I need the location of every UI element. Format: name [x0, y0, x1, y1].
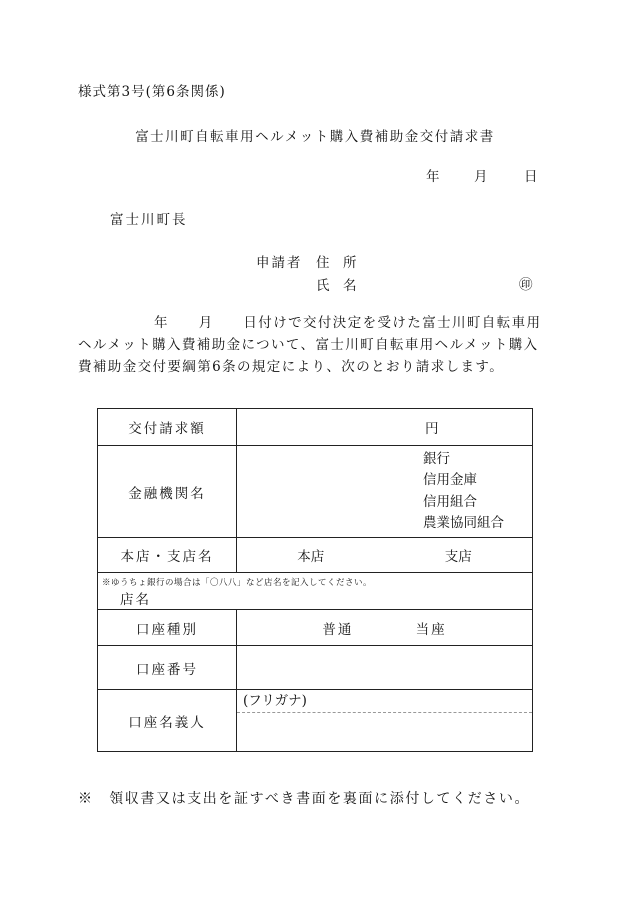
body-line-1: 年 月 日付けで交付決定を受けた富士川町自転車用 [154, 315, 542, 331]
branch-field[interactable] [237, 538, 533, 573]
branch-label: 本店・支店名 [98, 538, 237, 573]
account-holder-field[interactable] [237, 690, 533, 752]
bank-label: 金融機関名 [98, 446, 237, 538]
bank-option-shinkumi: 信用組合 [423, 493, 477, 510]
furigana-label: (フリガナ) [237, 690, 532, 713]
body-line-3: 費補助金交付要綱第6条の規定により、次のとおり請求します。 [78, 359, 505, 375]
date-month: 月 [474, 169, 488, 185]
request-table [97, 408, 533, 752]
branch-head: 本店 [297, 549, 325, 565]
shop-name-label: 店名 [120, 592, 151, 608]
bank-option-bank: 銀行 [423, 450, 450, 467]
account-number-field[interactable] [237, 646, 533, 690]
amount-unit: 円 [425, 421, 439, 437]
name-label: 氏 名 [316, 278, 357, 294]
amount-field[interactable] [237, 409, 533, 446]
address-label: 住 所 [316, 255, 357, 271]
account-holder-label: 口座名義人 [98, 690, 237, 752]
document-title: 富士川町自転車用ヘルメット購入費補助金交付請求書 [135, 129, 495, 145]
footer-note: ※ 領収書又は支出を証すべき書面を裏面に添付してください。 [78, 791, 531, 807]
date-year: 年 [426, 169, 440, 185]
account-number-label: 口座番号 [98, 646, 237, 690]
body-line-2: ヘルメット購入費補助金について、富士川町自転車用ヘルメット購入 [78, 337, 539, 353]
date-day: 日 [524, 169, 538, 185]
date-line [426, 165, 538, 185]
account-type-ordinary[interactable]: 普通 [322, 621, 354, 638]
bank-option-ja: 農業協同組合 [423, 515, 504, 531]
branch-sub: 支店 [444, 549, 472, 565]
applicant-role: 申請者 [256, 255, 303, 271]
bank-option-shinkin: 信用金庫 [423, 472, 477, 488]
addressee: 富士川町長 [110, 212, 188, 228]
form-number-label: 様式第3号(第6条関係) [78, 84, 226, 100]
account-type-current[interactable]: 当座 [415, 621, 447, 638]
body-paragraph [78, 312, 553, 378]
account-type-field[interactable] [237, 610, 533, 646]
amount-label: 交付請求額 [98, 409, 237, 446]
seal-mark: ㊞ [519, 277, 533, 293]
yucho-field[interactable] [98, 573, 533, 610]
bank-field[interactable] [237, 446, 533, 538]
account-type-label: 口座種別 [98, 610, 237, 646]
yucho-note: ※ゆうちょ銀行の場合は「〇八八」など店名を記入してください。 [102, 578, 373, 588]
